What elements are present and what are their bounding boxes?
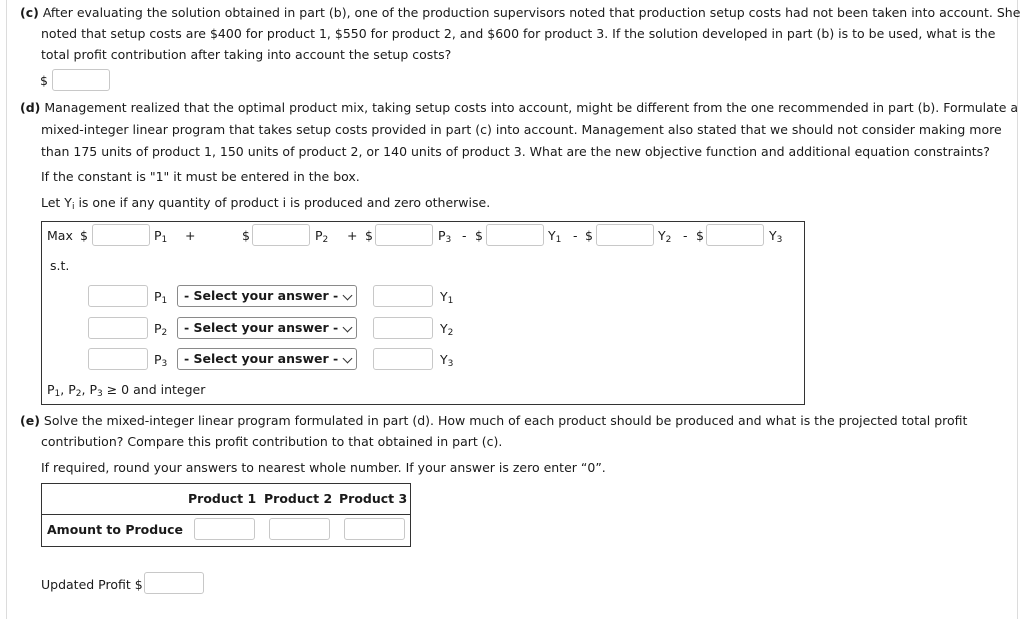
constraint-1-relation-select[interactable]: - Select your answer -: [177, 285, 357, 307]
minus-3: -: [683, 228, 688, 243]
row-label-amount: Amount to Produce: [47, 522, 183, 537]
obj-coef-p2-input[interactable]: [252, 224, 310, 246]
plus-2: +: [347, 228, 358, 243]
obj-var-y1: $Y_1$: [548, 228, 562, 245]
col-header-product-2: Product 2: [264, 491, 333, 506]
obj-var-y3: $Y_3$: [769, 228, 783, 245]
amount-product-1-input[interactable]: [194, 518, 255, 540]
part-d-line-3: than 175 units of product 1, 150 units of product 2, or 140 units of product 3. What are the new objective function and additional equation constraints?: [41, 144, 990, 159]
part-c-line-2: noted that setup costs are $400 for product 1, $550 for product 2, and $600 for product 3. If the solution developed in part (b) is to be used, what is the: [41, 26, 996, 41]
minus-1: -: [462, 228, 467, 243]
chevron-down-icon: [343, 291, 353, 301]
part-c-line-3: total profit contribution after taking into account the setup costs?: [41, 47, 452, 62]
obj-var-p3: $P_3$: [438, 228, 452, 245]
chevron-down-icon: [343, 323, 353, 333]
constraint-1-var: $P_1$: [154, 289, 168, 306]
dollar-1: $: [80, 228, 88, 243]
constraint-1-rhs-input[interactable]: [373, 285, 433, 307]
obj-coef-y3-input[interactable]: [706, 224, 764, 246]
table-divider: [41, 514, 411, 515]
dollar-3: $: [365, 228, 373, 243]
part-e-line-1: (e) Solve the mixed-integer linear program formulated in part (d). How much of each product should be produced and what is the projected total profit: [20, 413, 968, 428]
formulation-box: [41, 221, 805, 405]
constraint-3-coef-input[interactable]: [88, 348, 148, 370]
obj-coef-p1-input[interactable]: [92, 224, 150, 246]
dollar-6: $: [696, 228, 704, 243]
obj-var-p2: $P_2$: [315, 228, 329, 245]
col-header-product-1: Product 1: [188, 491, 257, 506]
obj-coef-y2-input[interactable]: [596, 224, 654, 246]
part-d-line-1: (d) Management realized that the optimal product mix, taking setup costs into account, might be different from the one recommended in part (b). Formulate a: [20, 100, 1019, 115]
part-c-line-1: (c) After evaluating the solution obtained in part (b), one of the production supervisors noted that production setup costs had not been taken into account. She: [20, 5, 1021, 20]
constraint-2-y: $Y_2$: [440, 321, 454, 338]
constraint-3-var: $P_3$: [154, 352, 168, 369]
amount-product-2-input[interactable]: [269, 518, 330, 540]
constraint-1-y: $Y_1$: [440, 289, 454, 306]
part-d-let: Let $Y_i$ is one if any quantity of product i is produced and zero otherwise.: [41, 195, 491, 212]
chevron-down-icon: [343, 354, 353, 364]
constraint-3-relation-select[interactable]: - Select your answer -: [177, 348, 357, 370]
part-e-note: If required, round your answers to nearest whole number. If your answer is zero enter “0”.: [41, 460, 606, 475]
constraint-1-coef-input[interactable]: [88, 285, 148, 307]
updated-profit-input[interactable]: [144, 572, 204, 594]
constraint-3-y: $Y_3$: [440, 352, 454, 369]
col-header-product-3: Product 3: [339, 491, 408, 506]
nonnegativity-constraint: $P_1$, $P_2$, $P_3 \ge 0$ and integer: [47, 382, 206, 399]
constraint-2-coef-input[interactable]: [88, 317, 148, 339]
part-d-note: If the constant is "1" it must be entered in the box.: [41, 169, 360, 184]
obj-var-y2: $Y_2$: [658, 228, 672, 245]
currency-symbol: $: [40, 73, 48, 88]
obj-var-p1: $P_1$: [154, 228, 168, 245]
obj-coef-y1-input[interactable]: [486, 224, 544, 246]
part-e-line-2: contribution? Compare this profit contribution to that obtained in part (c).: [41, 434, 503, 449]
plus-1: +: [185, 228, 196, 243]
part-d-line-2: mixed-integer linear program that takes setup costs provided in part (c) into account. Management also stated that we should not consider making more: [41, 122, 1002, 137]
dollar-2: $: [242, 228, 250, 243]
constraint-2-rhs-input[interactable]: [373, 317, 433, 339]
amount-product-3-input[interactable]: [344, 518, 405, 540]
dollar-4: $: [475, 228, 483, 243]
minus-2: -: [573, 228, 578, 243]
dollar-5: $: [585, 228, 593, 243]
constraint-3-rhs-input[interactable]: [373, 348, 433, 370]
max-label: Max: [47, 228, 73, 243]
constraint-2-relation-select[interactable]: - Select your answer -: [177, 317, 357, 339]
constraint-2-var: $P_2$: [154, 321, 168, 338]
obj-coef-p3-input[interactable]: [375, 224, 433, 246]
updated-profit-label: Updated Profit $: [41, 577, 143, 592]
st-label: s.t.: [50, 258, 70, 273]
total-profit-input[interactable]: [52, 69, 110, 91]
